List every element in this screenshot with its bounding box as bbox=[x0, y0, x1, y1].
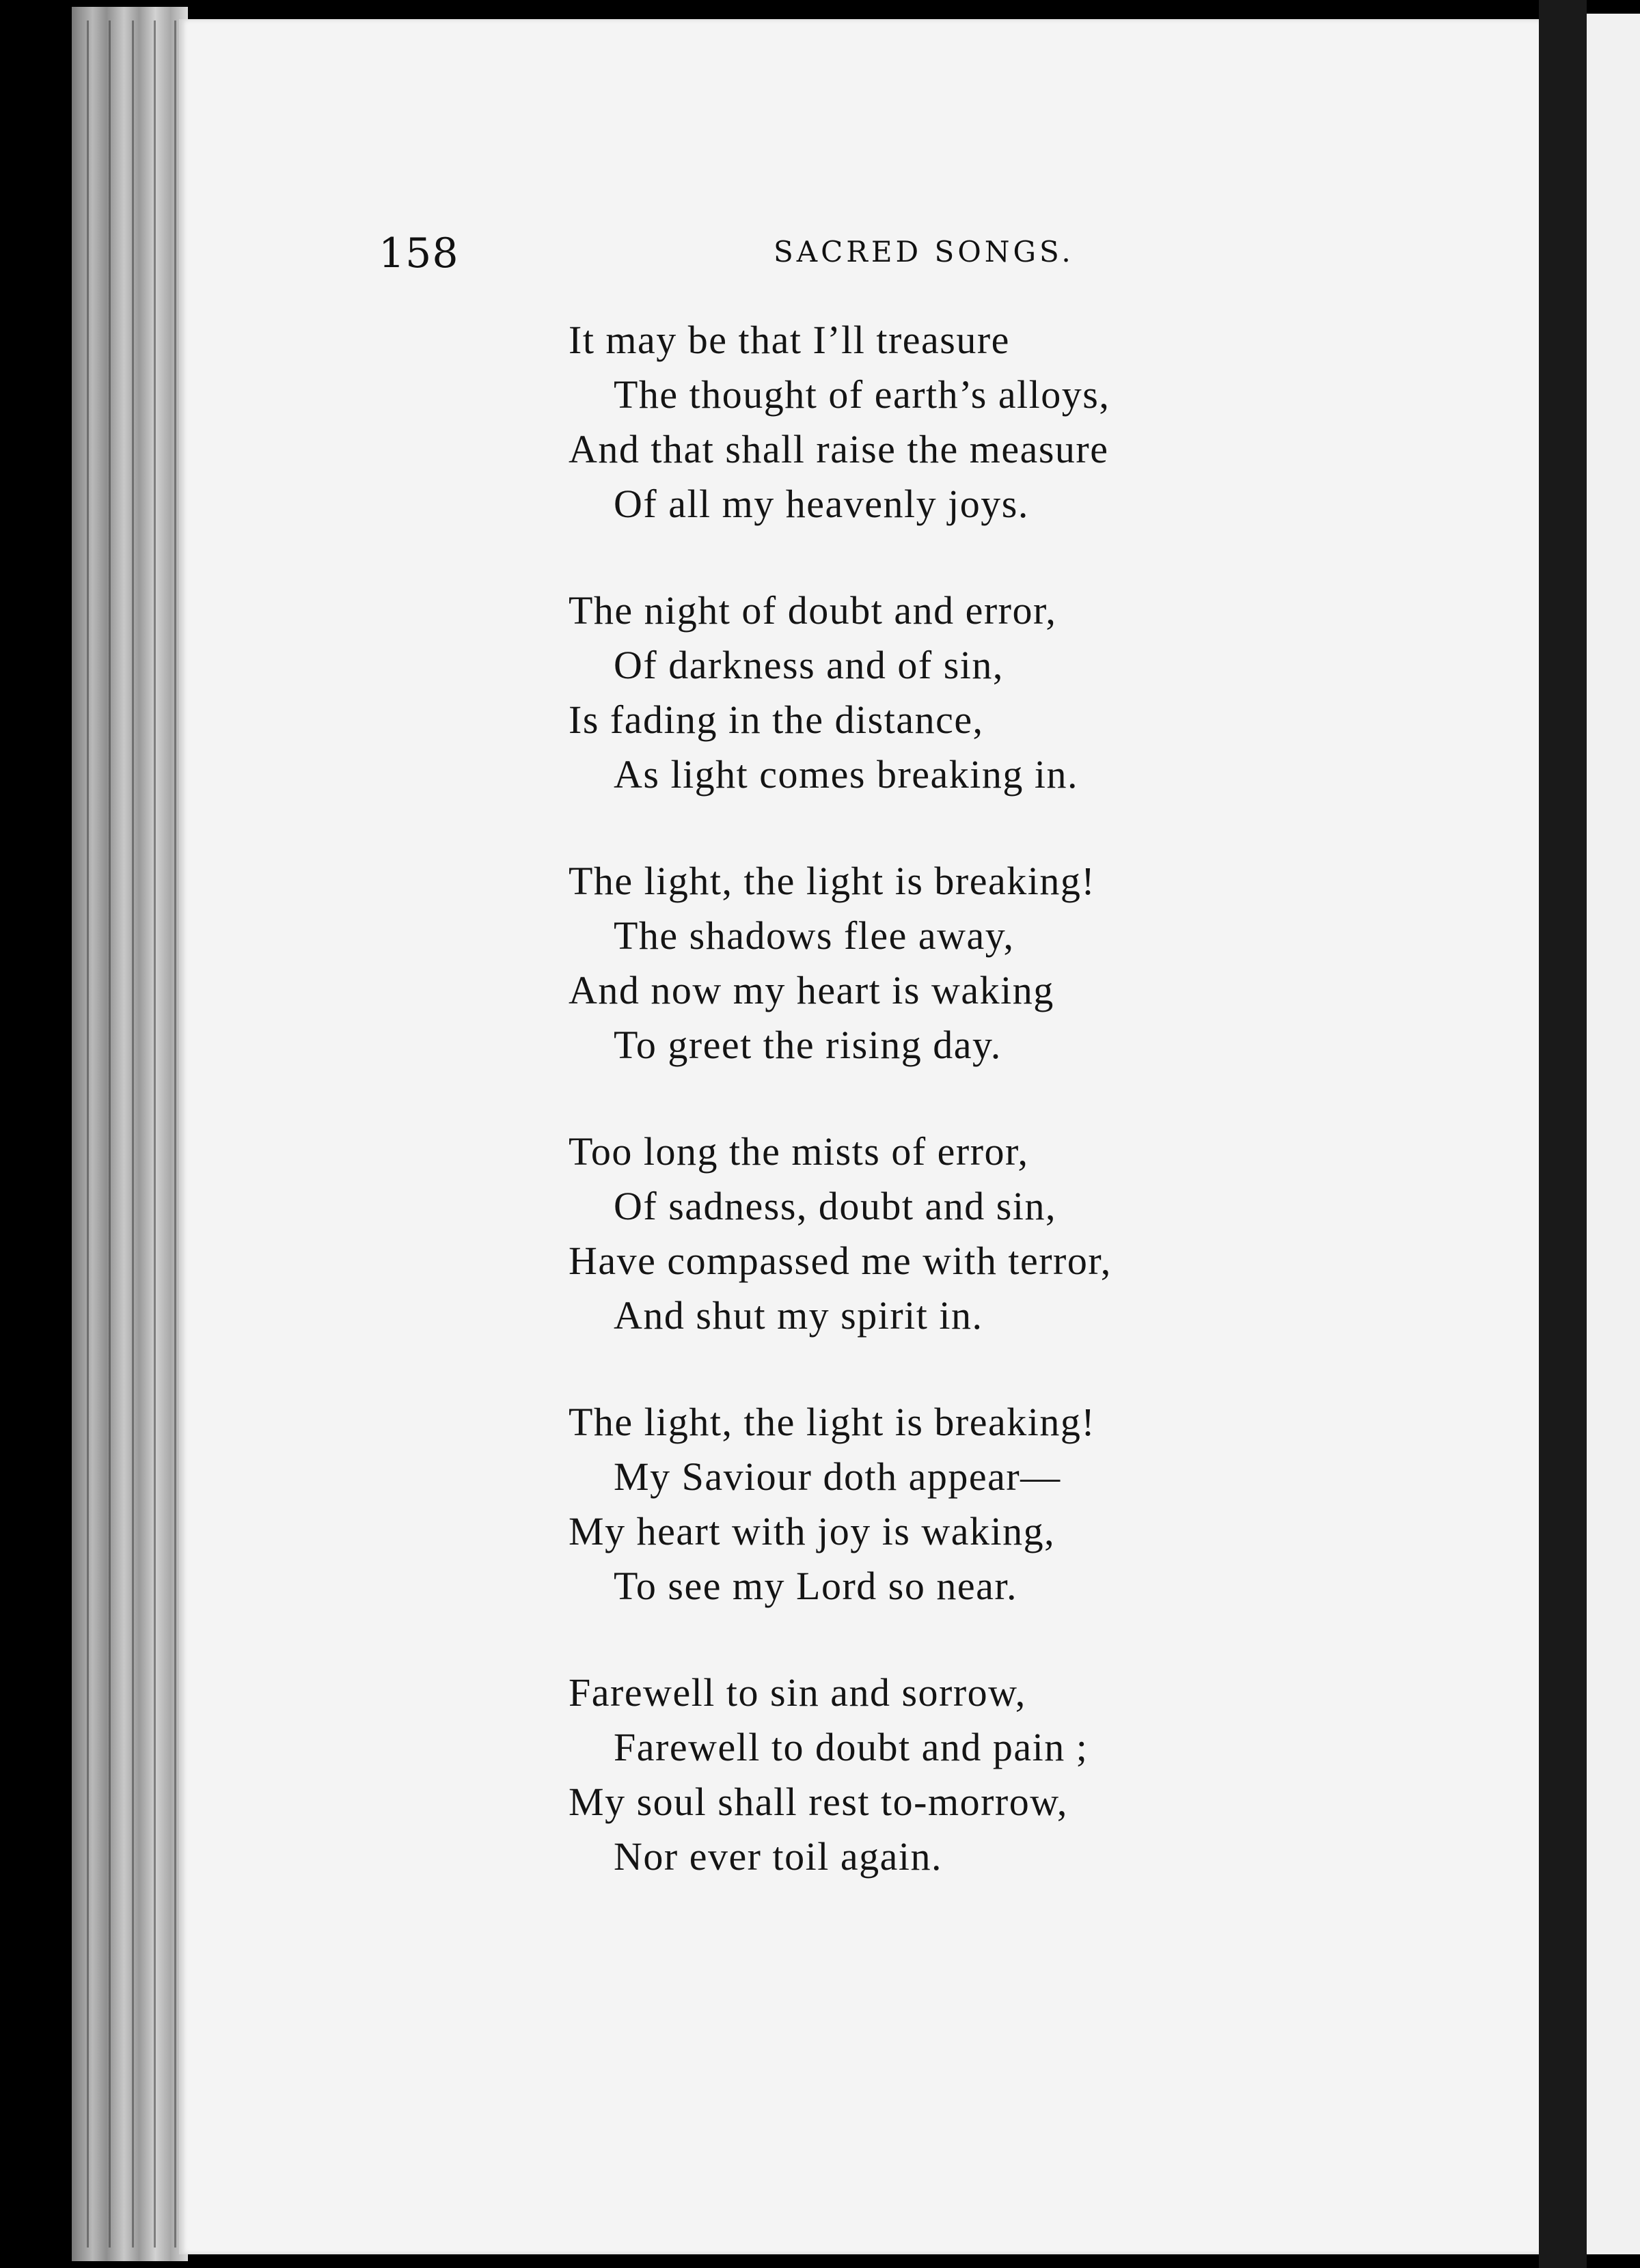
poem-line: Have compassed me with terror, bbox=[569, 1239, 1112, 1283]
poem-line: As light comes breaking in. bbox=[614, 752, 1079, 797]
poem-line: Farewell to sin and sorrow, bbox=[569, 1670, 1026, 1715]
poem-line: To greet the rising day. bbox=[614, 1023, 1002, 1067]
poem-line: The shadows flee away, bbox=[614, 913, 1015, 958]
poem-line: And now my heart is waking bbox=[569, 968, 1054, 1012]
page-edge-line bbox=[174, 20, 176, 2248]
facing-page-edge bbox=[1587, 14, 1640, 2254]
poem-line: The night of doubt and error, bbox=[569, 588, 1057, 633]
stanza bbox=[569, 1124, 1457, 1343]
stanza bbox=[569, 1665, 1457, 1884]
poem-line: Too long the mists of error, bbox=[569, 1129, 1029, 1174]
poem-line: The light, the light is breaking! bbox=[569, 859, 1096, 903]
page-edge-line bbox=[87, 20, 89, 2248]
stanza bbox=[569, 854, 1457, 1073]
poem-line: And shut my spirit in. bbox=[614, 1293, 983, 1338]
page-number: 158 bbox=[379, 230, 459, 277]
poem-line: It may be that I’ll treasure bbox=[569, 318, 1010, 362]
poem-line: My Saviour doth appear— bbox=[614, 1454, 1061, 1499]
book-gutter bbox=[1539, 0, 1587, 2268]
poem-line: To see my Lord so near. bbox=[614, 1564, 1017, 1608]
stanza bbox=[569, 1395, 1457, 1614]
running-head bbox=[179, 230, 1539, 277]
stanza bbox=[569, 313, 1457, 531]
poem-line: The light, the light is breaking! bbox=[569, 1400, 1096, 1444]
poem-line: And that shall raise the measure bbox=[569, 427, 1109, 471]
page-edge-line bbox=[109, 20, 111, 2248]
stanza bbox=[569, 583, 1457, 802]
page-heading: SACRED SONGS. bbox=[774, 235, 1074, 268]
book-page bbox=[179, 19, 1539, 2254]
poem-line: My heart with joy is waking, bbox=[569, 1509, 1056, 1553]
page-edge-line bbox=[132, 20, 134, 2248]
poem-line: Of all my heavenly joys. bbox=[614, 482, 1029, 526]
poem-line: Of darkness and of sin, bbox=[614, 643, 1004, 687]
page-edges bbox=[72, 7, 188, 2261]
poem-line: The thought of earth’s alloys, bbox=[614, 372, 1110, 417]
poem-line: Nor ever toil again. bbox=[614, 1834, 942, 1879]
page-edge-line bbox=[154, 20, 156, 2248]
poem bbox=[569, 313, 1457, 1936]
poem-line: My soul shall rest to-morrow, bbox=[569, 1780, 1068, 1824]
poem-line: Is fading in the distance, bbox=[569, 697, 984, 742]
poem-line: Of sadness, doubt and sin, bbox=[614, 1184, 1056, 1228]
poem-line: Farewell to doubt and pain ; bbox=[614, 1725, 1089, 1769]
